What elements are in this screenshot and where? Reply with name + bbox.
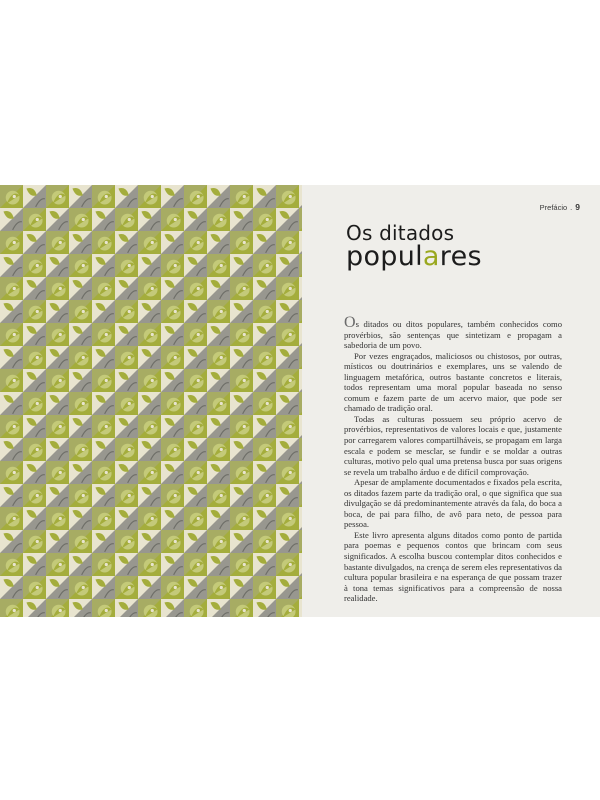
pattern-tile	[253, 300, 276, 323]
pattern-tile	[276, 484, 299, 507]
pattern-tile	[276, 185, 299, 208]
pattern-tile	[46, 346, 69, 369]
title-part-b: res	[439, 241, 482, 272]
pattern-tile	[46, 599, 69, 617]
pattern-tile	[161, 323, 184, 346]
pattern-tile	[23, 484, 46, 507]
pattern-tile	[23, 254, 46, 277]
pattern-tile	[92, 277, 115, 300]
pattern-tile	[69, 484, 92, 507]
pattern-tile	[115, 300, 138, 323]
pattern-tile	[276, 461, 299, 484]
pattern-tile	[230, 277, 253, 300]
pattern-tile	[92, 369, 115, 392]
pattern-tile	[69, 576, 92, 599]
pattern-tile	[207, 208, 230, 231]
pattern-tile	[23, 231, 46, 254]
pattern-tile	[230, 208, 253, 231]
pattern-tile	[276, 507, 299, 530]
pattern-tile	[23, 185, 46, 208]
pattern-tile	[184, 461, 207, 484]
pattern-tile	[92, 507, 115, 530]
pattern-tile	[115, 277, 138, 300]
pattern-tile	[207, 277, 230, 300]
pattern-tile	[46, 553, 69, 576]
pattern-tile	[276, 438, 299, 461]
paragraph-1-text: s ditados ou ditos populares, também conhecidos como provérbios, são sentenças que sintetizam e propagam a sabedoria de um povo.	[344, 319, 562, 351]
pattern-tile	[161, 346, 184, 369]
pattern-tile	[69, 300, 92, 323]
pattern-tile	[115, 507, 138, 530]
pattern-tile	[0, 507, 23, 530]
pattern-tile	[92, 392, 115, 415]
pattern-tile	[230, 231, 253, 254]
pattern-tile	[46, 461, 69, 484]
body-text	[344, 314, 562, 604]
pattern-tile	[161, 369, 184, 392]
pattern-tile	[207, 507, 230, 530]
pattern-tile	[253, 576, 276, 599]
pattern-tile	[46, 507, 69, 530]
pattern-tile	[207, 300, 230, 323]
pattern-tile	[0, 369, 23, 392]
pattern-tile	[184, 300, 207, 323]
pattern-tile	[253, 507, 276, 530]
pattern-tile	[46, 185, 69, 208]
pattern-tile	[230, 369, 253, 392]
pattern-tile	[0, 461, 23, 484]
pattern-tile	[92, 484, 115, 507]
pattern-tile	[161, 231, 184, 254]
section-name: Prefácio	[539, 203, 568, 212]
pattern-tile	[230, 300, 253, 323]
pattern-tile	[0, 553, 23, 576]
pattern-tile	[184, 553, 207, 576]
pattern-tile	[0, 346, 23, 369]
pattern-tile	[69, 231, 92, 254]
pattern-tile	[115, 392, 138, 415]
pattern-tile	[207, 438, 230, 461]
page-number: 9	[575, 202, 580, 212]
pattern-tile	[184, 369, 207, 392]
pattern-tile	[161, 392, 184, 415]
pattern-tile	[92, 185, 115, 208]
pattern-tile	[207, 346, 230, 369]
pattern-tile	[0, 185, 23, 208]
pattern-tile	[0, 392, 23, 415]
pattern-tile	[69, 323, 92, 346]
pattern-tile	[23, 346, 46, 369]
pattern-tile	[230, 507, 253, 530]
pattern-tile	[161, 438, 184, 461]
pattern-tile	[138, 484, 161, 507]
pattern-tile	[23, 415, 46, 438]
pattern-tile	[161, 300, 184, 323]
pattern-tile	[207, 599, 230, 617]
pattern-tile	[23, 461, 46, 484]
pattern-tile	[253, 392, 276, 415]
pattern-tile	[207, 530, 230, 553]
pattern-tile	[207, 553, 230, 576]
pattern-tile	[46, 323, 69, 346]
pattern-tile	[184, 254, 207, 277]
pattern-tile	[184, 392, 207, 415]
pattern-tile	[184, 185, 207, 208]
pattern-tile	[207, 185, 230, 208]
pattern-tile	[23, 300, 46, 323]
pattern-tile	[92, 254, 115, 277]
pattern-tile	[276, 369, 299, 392]
pattern-tile	[115, 185, 138, 208]
pattern-tile	[0, 300, 23, 323]
pattern-tile	[276, 323, 299, 346]
pattern-tile	[69, 553, 92, 576]
pattern-tile	[276, 208, 299, 231]
pattern-tile	[92, 231, 115, 254]
chapter-title-line-1: Os ditados	[346, 221, 455, 245]
pattern-tile	[23, 553, 46, 576]
pattern-tile	[23, 507, 46, 530]
pattern-tile	[115, 576, 138, 599]
pattern-tile	[230, 254, 253, 277]
pattern-tile	[207, 484, 230, 507]
pattern-tile	[184, 599, 207, 617]
pattern-tile	[184, 530, 207, 553]
book-spread	[0, 185, 600, 617]
pattern-tile	[276, 576, 299, 599]
pattern-tile	[92, 346, 115, 369]
pattern-tile	[138, 507, 161, 530]
pattern-tile	[253, 461, 276, 484]
pattern-tile	[115, 369, 138, 392]
pattern-tile	[0, 438, 23, 461]
pattern-tile	[69, 599, 92, 617]
pattern-tile	[138, 461, 161, 484]
pattern-tile	[253, 254, 276, 277]
pattern-tile	[253, 553, 276, 576]
pattern-tile	[115, 323, 138, 346]
pattern-tile	[161, 599, 184, 617]
pattern-tile	[230, 530, 253, 553]
pattern-tile	[138, 346, 161, 369]
pattern-tile	[184, 231, 207, 254]
pattern-tile	[69, 369, 92, 392]
pattern-tile	[46, 208, 69, 231]
paragraph-2: Por vezes engraçados, maliciosos ou chistosos, por outras, místicos ou doutrinários e exemplares, uns se valendo de linguagem metafórica, outros bastante concretos e literais, todos representam uma moral popular baseada no senso comum e fazem parte de um acervo maior, que pode ser chamado de tradição oral.	[344, 350, 562, 414]
pattern-tile	[253, 323, 276, 346]
pattern-tile	[207, 461, 230, 484]
pattern-tile	[69, 185, 92, 208]
pattern-tile	[161, 530, 184, 553]
pattern-tile	[161, 553, 184, 576]
pattern-tile	[138, 231, 161, 254]
pattern-tile	[0, 277, 23, 300]
pattern-tile	[138, 576, 161, 599]
pattern-tile	[184, 323, 207, 346]
pattern-tile	[23, 369, 46, 392]
pattern-tile	[115, 461, 138, 484]
text-page	[302, 185, 600, 617]
pattern-tile	[46, 392, 69, 415]
pattern-tile	[92, 300, 115, 323]
pattern-tile	[23, 208, 46, 231]
pattern-tile	[138, 300, 161, 323]
pattern-tile	[0, 484, 23, 507]
pattern-tile	[23, 392, 46, 415]
pattern-tile	[276, 392, 299, 415]
pattern-tile	[276, 300, 299, 323]
pattern-tile	[253, 484, 276, 507]
pattern-tile	[253, 185, 276, 208]
running-head	[540, 202, 580, 212]
pattern-tile	[276, 415, 299, 438]
pattern-tile	[138, 323, 161, 346]
pattern-tile	[184, 507, 207, 530]
pattern-tile	[92, 438, 115, 461]
pattern-tile	[69, 438, 92, 461]
pattern-tile	[0, 231, 23, 254]
pattern-tile	[184, 438, 207, 461]
pattern-tile	[115, 599, 138, 617]
pattern-tile	[138, 415, 161, 438]
tile-pattern-illustration	[0, 185, 302, 617]
pattern-tile	[276, 599, 299, 617]
pattern-tile	[115, 415, 138, 438]
chapter-title-line-2	[346, 243, 482, 270]
pattern-tile	[69, 254, 92, 277]
pattern-tile	[230, 185, 253, 208]
pattern-tile	[253, 208, 276, 231]
pattern-tile	[161, 415, 184, 438]
drop-cap: O	[344, 314, 356, 331]
pattern-tile	[138, 599, 161, 617]
pattern-tile	[207, 415, 230, 438]
pattern-tile	[161, 484, 184, 507]
pattern-tile	[253, 599, 276, 617]
pattern-tile	[92, 553, 115, 576]
pattern-tile	[115, 231, 138, 254]
pattern-tile	[276, 231, 299, 254]
pattern-tile	[207, 576, 230, 599]
pattern-tile	[161, 254, 184, 277]
pattern-tile	[161, 461, 184, 484]
pattern-tile	[115, 530, 138, 553]
pattern-tile	[276, 277, 299, 300]
pattern-tile	[115, 254, 138, 277]
pattern-tile	[92, 530, 115, 553]
pattern-tile	[0, 530, 23, 553]
pattern-tile	[69, 415, 92, 438]
pattern-tile	[161, 208, 184, 231]
pattern-tile	[184, 208, 207, 231]
pattern-tile	[138, 392, 161, 415]
running-head-separator: .	[570, 203, 573, 212]
chapter-title	[346, 223, 482, 270]
pattern-tile	[230, 415, 253, 438]
pattern-tile	[276, 254, 299, 277]
pattern-tile	[253, 277, 276, 300]
pattern-tile	[92, 208, 115, 231]
pattern-tile	[0, 208, 23, 231]
pattern-tile	[23, 576, 46, 599]
pattern-tile	[276, 553, 299, 576]
pattern-tile	[46, 530, 69, 553]
pattern-tile	[138, 185, 161, 208]
title-part-a: popul	[346, 241, 423, 272]
pattern-tile	[23, 277, 46, 300]
pattern-tile	[23, 530, 46, 553]
pattern-tile	[23, 323, 46, 346]
pattern-tile	[230, 599, 253, 617]
pattern-tile	[0, 415, 23, 438]
pattern-tile	[184, 415, 207, 438]
pattern-tile	[230, 461, 253, 484]
pattern-tile	[253, 346, 276, 369]
pattern-tile	[115, 346, 138, 369]
pattern-tile	[46, 484, 69, 507]
pattern-tile	[115, 484, 138, 507]
paragraph-3: Todas as culturas possuem seu próprio acervo de provérbios, representativos de valores locais e que, justamente por carregarem valores compartilháveis, se propagam em larga escala e podem se mesclar, se fundir e se moldar a outras culturas, motivo pelo qual uma pretensa busca por suas origens se revela um trabalho árduo e de difícil comprovação.	[344, 413, 562, 477]
pattern-tile	[0, 254, 23, 277]
paragraph-4: Apesar de amplamente documentados e fixados pela escrita, os ditados fazem parte da tradição oral, o que significa que sua divulgação se dá predominantemente através da fala, do boca a boca, de pai para filho, de avô para neto, de pessoa para pessoa.	[344, 477, 562, 530]
pattern-tile	[253, 438, 276, 461]
pattern-tile	[207, 231, 230, 254]
pattern-tile	[138, 530, 161, 553]
pattern-tile	[69, 346, 92, 369]
pattern-tile	[253, 530, 276, 553]
pattern-tile	[69, 392, 92, 415]
pattern-tile	[230, 323, 253, 346]
pattern-tile	[276, 346, 299, 369]
pattern-tile	[184, 484, 207, 507]
pattern-tile	[46, 369, 69, 392]
pattern-tile	[161, 507, 184, 530]
pattern-tile	[230, 346, 253, 369]
pattern-tile	[69, 507, 92, 530]
pattern-tile	[138, 553, 161, 576]
pattern-tile	[46, 576, 69, 599]
pattern-tile	[46, 231, 69, 254]
pattern-tile	[46, 254, 69, 277]
pattern-tile	[230, 576, 253, 599]
pattern-tile	[0, 576, 23, 599]
pattern-tile	[207, 369, 230, 392]
pattern-tile	[0, 323, 23, 346]
pattern-tile	[23, 438, 46, 461]
pattern-tile	[115, 553, 138, 576]
pattern-tile	[69, 461, 92, 484]
pattern-tile	[115, 208, 138, 231]
pattern-tile	[161, 185, 184, 208]
pattern-tile	[23, 599, 46, 617]
pattern-tile	[92, 323, 115, 346]
pattern-tile	[161, 576, 184, 599]
pattern-tile	[92, 599, 115, 617]
paragraph-5: Este livro apresenta alguns ditados como ponto de partida para poemas e pequenos contos que brincam com seus significados. A escolha buscou contemplar ditos conhecidos e bastante divulgados, na crença de serem eles representativos da cultura popular brasileira e na esperança de que possam trazer à tona temas significativos para a compreensão de nossa realidade.	[344, 529, 562, 604]
pattern-tile	[138, 438, 161, 461]
pattern-tile	[230, 484, 253, 507]
pattern-tile	[69, 530, 92, 553]
pattern-tile	[230, 438, 253, 461]
pattern-tile	[230, 392, 253, 415]
pattern-tile	[46, 415, 69, 438]
pattern-tile	[46, 438, 69, 461]
pattern-tile	[92, 461, 115, 484]
pattern-tile	[253, 369, 276, 392]
decorative-pattern-page	[0, 185, 302, 617]
pattern-tile	[69, 208, 92, 231]
pattern-tile	[161, 277, 184, 300]
title-accent-letter: a	[422, 241, 440, 272]
pattern-tile	[69, 277, 92, 300]
pattern-tile	[138, 277, 161, 300]
pattern-tile	[138, 208, 161, 231]
pattern-tile	[253, 415, 276, 438]
pattern-tile	[184, 576, 207, 599]
pattern-tile	[276, 530, 299, 553]
pattern-tile	[138, 369, 161, 392]
pattern-tile	[92, 415, 115, 438]
pattern-tile	[115, 438, 138, 461]
pattern-tile	[184, 277, 207, 300]
pattern-tile	[46, 300, 69, 323]
pattern-tile	[230, 553, 253, 576]
pattern-tile	[138, 254, 161, 277]
paragraph-1	[344, 314, 562, 351]
pattern-tile	[207, 254, 230, 277]
pattern-tile	[207, 323, 230, 346]
pattern-tile	[184, 346, 207, 369]
pattern-tile	[92, 576, 115, 599]
pattern-tile	[46, 277, 69, 300]
pattern-tile	[253, 231, 276, 254]
pattern-tile	[0, 599, 23, 617]
pattern-tile	[207, 392, 230, 415]
